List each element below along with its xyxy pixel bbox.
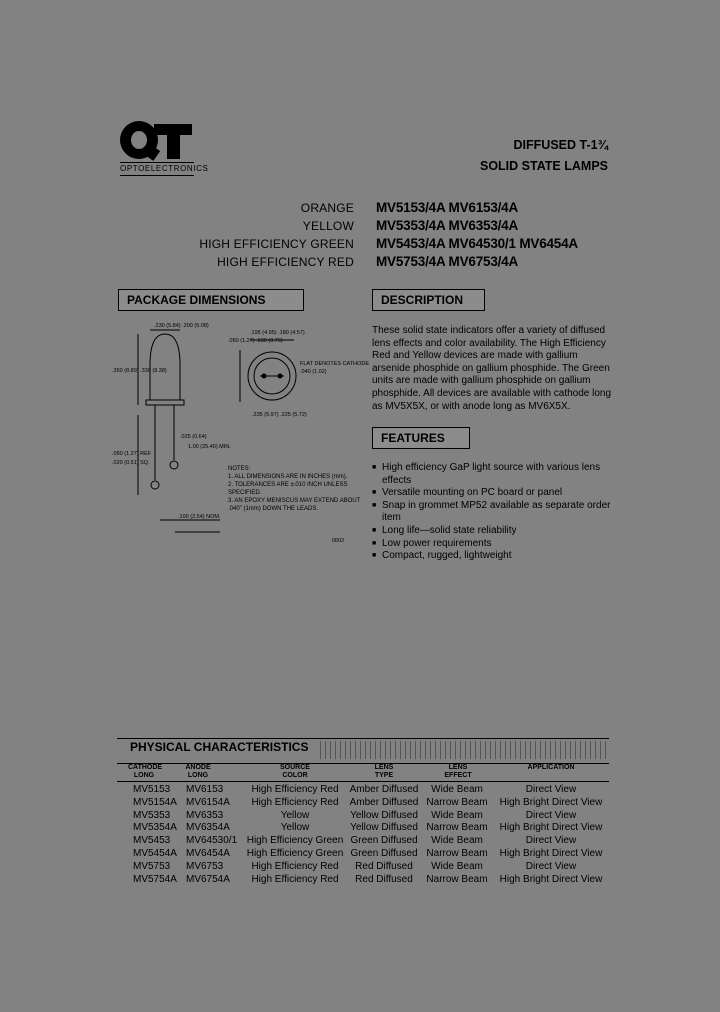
table-cell: High Bright Direct View	[499, 848, 603, 859]
lead-end	[170, 461, 178, 469]
dim-text: .230 (5.84) .200 (5.08)	[154, 323, 209, 329]
logo-t-stem	[167, 124, 180, 159]
feature-item: ■ Versatile mounting on PC board or panel	[372, 487, 618, 500]
table-header-cell	[522, 764, 580, 772]
table-cell: Direct View	[525, 784, 577, 795]
table-cell: Red Diffused	[355, 873, 413, 885]
table-cell: MV6753	[186, 860, 224, 872]
table-cell: Yellow Diffused	[350, 809, 418, 821]
logo-subtitle: OPTOELECTRONICS	[120, 162, 194, 176]
dim-text: .050 (1.27) .030 (0.76)	[228, 338, 283, 344]
note-line: 1. ALL DIMENSIONS ARE IN INCHES (mm).	[228, 474, 348, 480]
table-cell: MV5154A	[133, 796, 177, 808]
table-cell: MV5353	[133, 809, 171, 821]
front-lead-dot	[278, 374, 282, 378]
dim-text: .025 (0.64)	[180, 434, 207, 440]
table-cell: Narrow Beam	[426, 822, 488, 834]
logo-q-counter	[131, 131, 147, 149]
table-cell: MV5754A	[133, 873, 177, 885]
header-title-line2: SOLID STATE LAMPS	[479, 159, 608, 173]
part-label: HIGH EFFICIENCY RED	[217, 255, 354, 269]
table-cell: Yellow Diffused	[350, 822, 418, 834]
dim-text: .195 (4.95) .180 (4.57)	[250, 330, 305, 336]
table-cell: Green Diffused	[350, 848, 418, 859]
header-line: LONG	[133, 772, 155, 779]
table-cell: MV5753	[133, 860, 171, 872]
feature-item: ■ Low power requirements	[372, 538, 618, 551]
table-cell: High Bright Direct View	[499, 873, 603, 885]
header-line: COLOR	[282, 772, 308, 779]
table-title-texture	[320, 741, 610, 759]
table-cell: Direct View	[525, 860, 577, 872]
dim-text: FLAT DENOTES CATHODE	[300, 361, 370, 367]
package-dimensions-header: PACKAGE DIMENSIONS	[118, 289, 304, 311]
note-line: 2. TOLERANCES ARE ±.010 INCH UNLESS	[228, 482, 348, 488]
description-text: These solid state indicators offer a variety of diffused lens effects and color availability. The High Efficiency Red and Yellow devices are made with gallium arsenide phosphide on gallium phosphide. The Green units are made with gallium phosphide on gallium phosphide. All devices are available with cathode long as MV5X5X, or with anode long as MV6X5X.	[372, 325, 612, 412]
header-line: SOURCE	[280, 764, 310, 771]
note-line: 3. AN EPOXY MENISCUS MAY EXTEND ABOUT	[228, 498, 361, 504]
table-cell: Narrow Beam	[426, 873, 488, 885]
front-lead-dot	[262, 374, 266, 378]
dim-text: .350 (8.89) .330 (8.38)	[112, 368, 167, 374]
table-cell: Green Diffused	[350, 835, 418, 847]
table-cell: MV6754A	[186, 873, 230, 885]
feature-item: ■ High efficiency GaP light source with various lens effects	[372, 462, 618, 487]
note-line: .040" (1mm) DOWN THE LEADS.	[228, 506, 319, 512]
led-body-outline	[150, 334, 180, 400]
table-cell: Yellow	[280, 809, 310, 821]
header-line: APPLICATION	[527, 764, 575, 771]
header-title-line1: DIFFUSED T-1¾	[513, 138, 608, 152]
lead-end	[151, 481, 159, 489]
table-cell: MV6153	[186, 784, 224, 795]
table-cell: Wide Beam	[431, 860, 483, 872]
table-cell: MV5453	[133, 835, 171, 847]
table-cell: High Efficiency Red	[251, 796, 339, 808]
table-cell: High Bright Direct View	[499, 796, 603, 808]
table-header-rule	[117, 781, 609, 782]
table-cell: Wide Beam	[431, 809, 483, 821]
table-cell: High Efficiency Red	[251, 784, 339, 795]
table-cell: Yellow	[280, 822, 310, 834]
table-cell: Wide Beam	[431, 784, 483, 795]
led-collar	[146, 400, 184, 405]
part-label: ORANGE	[300, 201, 354, 215]
table-cell: Red Diffused	[355, 860, 413, 872]
features-header: FEATURES	[372, 427, 470, 449]
table-cell: Wide Beam	[431, 835, 483, 847]
part-numbers: MV5453/4A MV64530/1 MV6454A	[376, 236, 578, 251]
header-line: TYPE	[374, 772, 394, 779]
table-cell: MV6454A	[186, 848, 230, 859]
header-line: ANODE	[185, 764, 211, 771]
features-list	[372, 462, 618, 563]
table-header-cell	[362, 764, 406, 780]
table-cell: High Efficiency Red	[251, 873, 339, 885]
part-label: YELLOW	[302, 219, 354, 233]
part-label: HIGH EFFICIENCY GREEN	[199, 237, 354, 251]
table-cell: MV5354A	[133, 822, 177, 834]
dim-text: .050 (1.27) REF	[112, 451, 152, 457]
table-cell: MV64530/1	[186, 835, 238, 847]
note-line: SPECIFIED.	[228, 490, 262, 496]
feature-item: ■ Compact, rugged, lightweight	[372, 550, 618, 563]
package-drawing	[110, 320, 370, 550]
table-cell: MV6154A	[186, 796, 230, 808]
table-cell: High Efficiency Green	[246, 835, 344, 847]
header-line: EFFECT	[444, 772, 472, 779]
table-cell: Narrow Beam	[426, 848, 488, 859]
header-line: LONG	[187, 772, 209, 779]
table-header-cell	[128, 764, 163, 780]
physical-characteristics-title: PHYSICAL CHARACTERISTICS	[130, 740, 309, 754]
table-cell: Direct View	[525, 835, 577, 847]
header-line: LENS	[374, 764, 394, 771]
table-cell: Amber Diffused	[349, 784, 419, 795]
dim-text: 1.00 (25.40) MIN.	[188, 444, 231, 450]
table-cell: MV6354A	[186, 822, 230, 834]
dim-text: .235 (5.97) .225 (5.72)	[252, 412, 307, 418]
table-cell: Amber Diffused	[349, 796, 419, 808]
table-cell: Narrow Beam	[426, 796, 488, 808]
part-numbers: MV5353/4A MV6353/4A	[376, 218, 519, 233]
part-numbers: MV5153/4A MV6153/4A	[376, 200, 519, 215]
table-header-cell	[183, 764, 213, 780]
dim-text: .100 (2.54) NOM.	[178, 514, 221, 520]
feature-item: ■ Long life—solid state reliability	[372, 525, 618, 538]
header-line: CATHODE	[128, 764, 163, 771]
table-cell: Direct View	[525, 809, 577, 821]
table-cell: MV5153	[133, 784, 171, 795]
dim-text: .020 (0.51) SQ.	[112, 460, 150, 466]
table-cell: MV5454A	[133, 848, 177, 859]
note-line: NOTES:	[228, 466, 251, 472]
description-header: DESCRIPTION	[372, 289, 485, 311]
header-line: LENS	[448, 764, 468, 771]
table-cell: High Efficiency Green	[246, 848, 344, 859]
table-cell: High Bright Direct View	[499, 822, 603, 834]
table-header-cell	[270, 764, 320, 780]
dim-text: .040 (1.02)	[300, 369, 327, 375]
feature-item: ■ Snap in grommet MP52 available as separate order item	[372, 500, 618, 525]
table-header-cell	[436, 764, 480, 780]
figure-id: 0002	[332, 538, 345, 544]
table-cell: MV6353	[186, 809, 224, 821]
table-cell: High Efficiency Red	[251, 860, 339, 872]
part-numbers: MV5753/4A MV6753/4A	[376, 254, 519, 269]
